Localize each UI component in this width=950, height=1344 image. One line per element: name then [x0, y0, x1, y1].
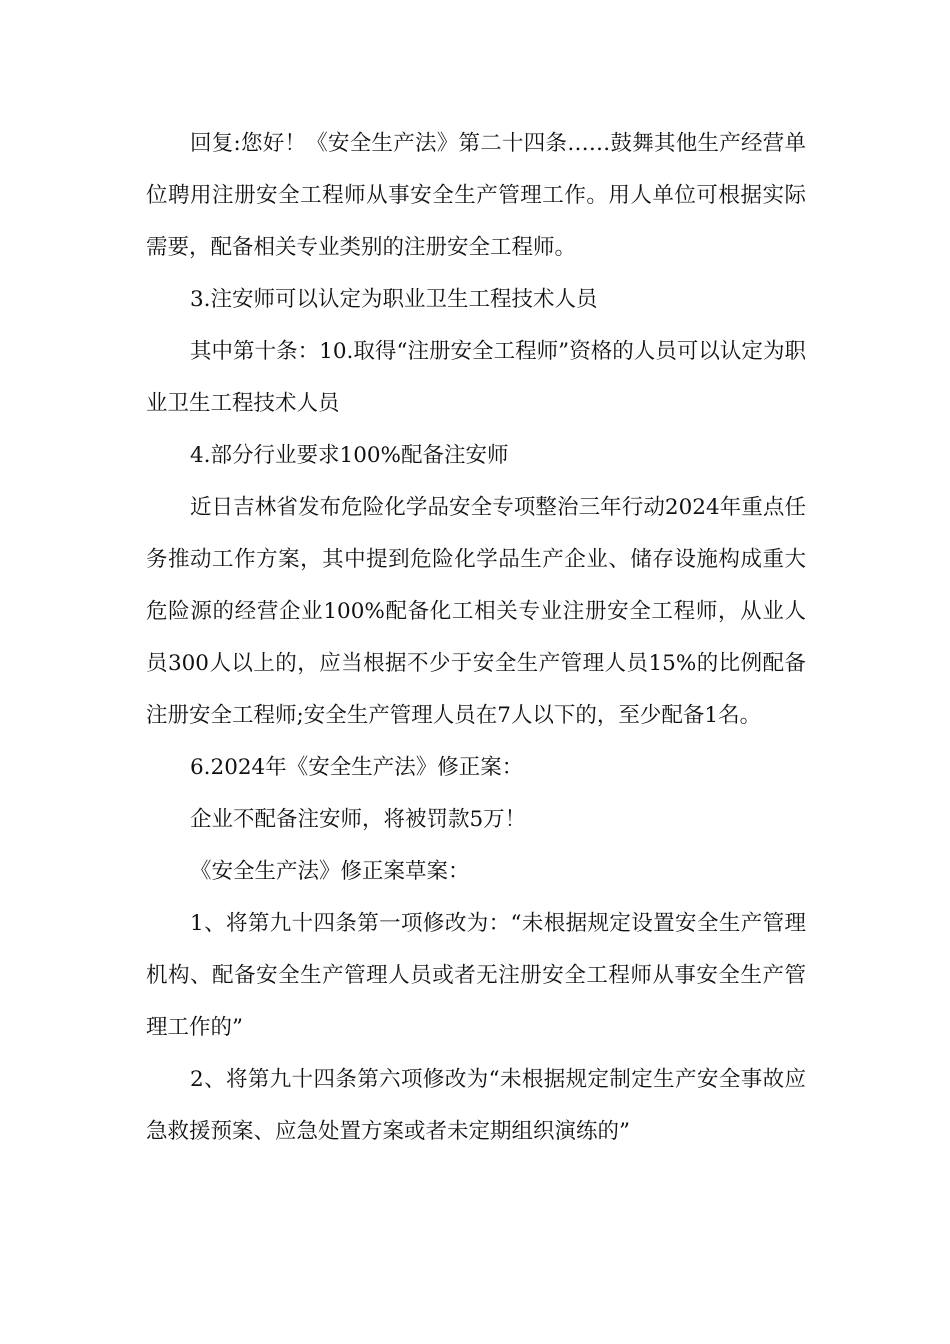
paragraph-amendment-1: 1、将第九十四条第一项修改为：“未根据规定设置安全生产管理机构、配备安全生产管理人员或者无注册安全工程师从事安全生产管理工作的” — [146, 911, 806, 1040]
paragraph-draft-title: 《安全生产法》修正案草案： — [190, 859, 470, 884]
document-body — [146, 118, 806, 1158]
paragraph-heading-6: 6.2024年《安全生产法》修正案： — [190, 755, 524, 780]
paragraph-heading-3: 3.注安师可以认定为职业卫生工程技术人员 — [190, 287, 598, 312]
paragraph-reply: 回复:您好！《安全生产法》第二十四条……鼓舞其他生产经营单位聘用注册安全工程师从事安全生产管理工作。用人单位可根据实际需要，配备相关专业类别的注册安全工程师。 — [146, 131, 806, 260]
paragraph-article-10: 其中第十条：10.取得“注册安全工程师”资格的人员可以认定为职业卫生工程技术人员 — [146, 339, 806, 416]
paragraph-jilin-plan: 近日吉林省发布危险化学品安全专项整治三年行动2024年重点任务推动工作方案，其中提到危险化学品生产企业、储存设施构成重大危险源的经营企业100%配备化工相关专业注册安全工程师，从业人员300人以上的，应当根据不少于安全生产管理人员15%的比例配备注册安全工程师;安全生产管理人员在7人以下的，至少配备1名。 — [146, 495, 806, 728]
paragraph-amendment-2: 2、将第九十四条第六项修改为“未根据规定制定生产安全事故应急救援预案、应急处置方案或者未定期组织演练的” — [146, 1067, 806, 1144]
paragraph-fine-notice: 企业不配备注安师，将被罚款5万！ — [190, 807, 527, 832]
paragraph-heading-4: 4.部分行业要求100%配备注安师 — [190, 443, 509, 468]
